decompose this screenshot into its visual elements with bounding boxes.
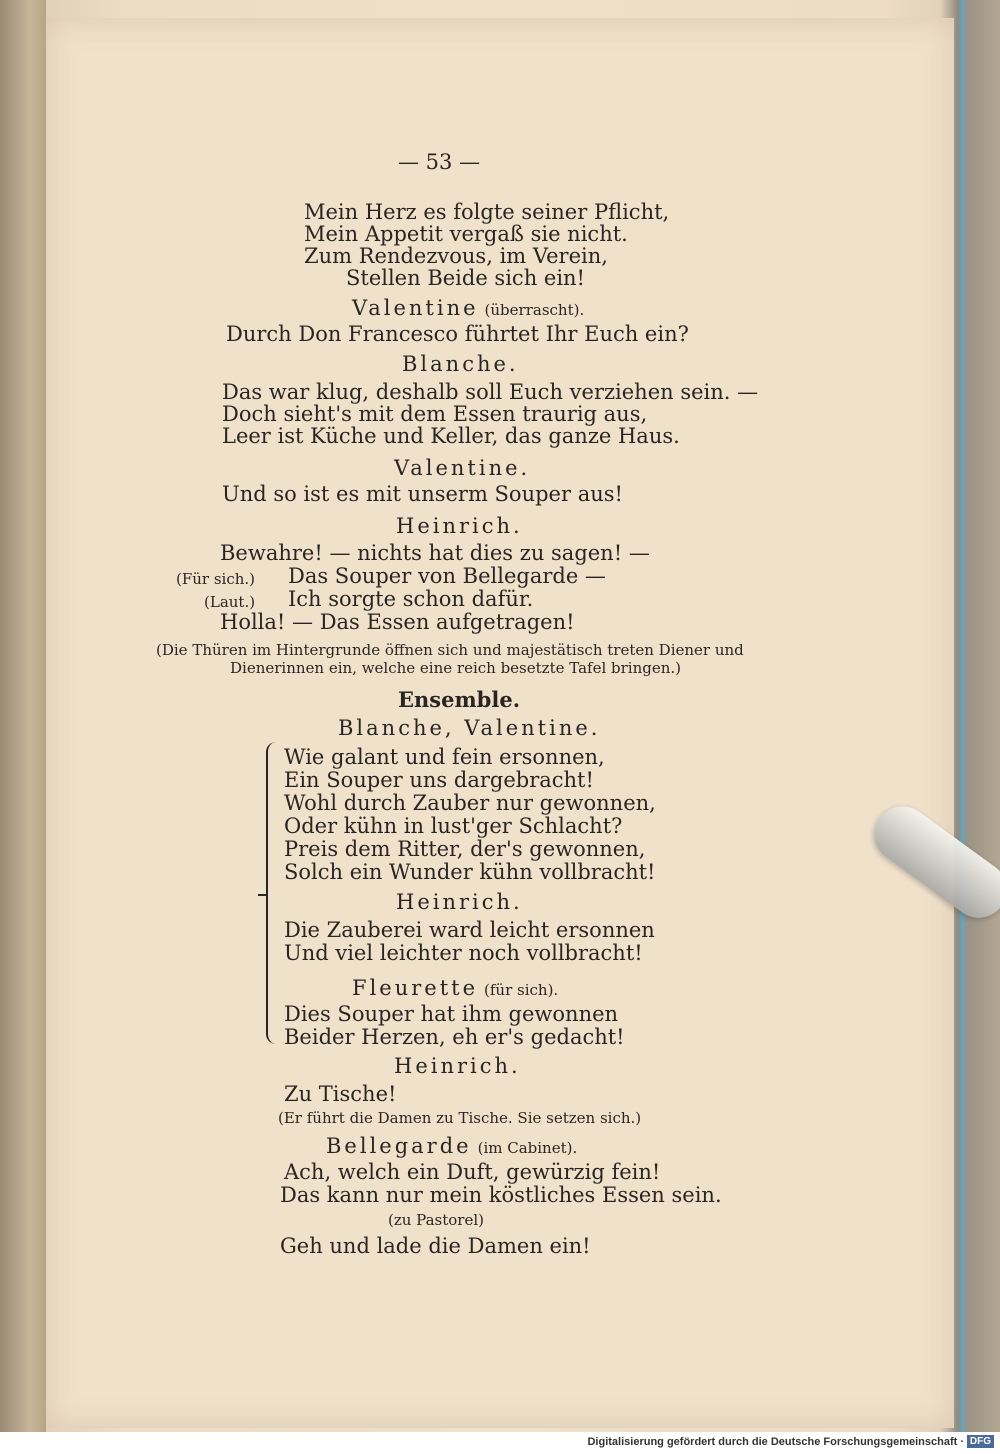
line-text: Durch Don Francesco führtet Ihr Euch ein? [226, 322, 689, 346]
verse-line [222, 380, 758, 404]
line-text: Ensemble. [398, 687, 521, 712]
line-text: Das kann nur mein köstliches Essen sein. [280, 1183, 722, 1207]
verse-line [284, 1082, 396, 1106]
ensemble-brace [266, 742, 282, 1044]
verse-line [284, 860, 656, 884]
line-text: Dies Souper hat ihm gewonnen [284, 1002, 619, 1026]
line-text: Und so ist es mit unserm Souper aus! [222, 482, 623, 506]
verse-line [222, 424, 680, 448]
line-text: Dienerinnen ein, welche eine reich besetzte Tafel bringen.) [230, 659, 682, 677]
verse-line [288, 587, 533, 611]
line-text: Ach, welch ein Duft, gewürzig fein! [284, 1160, 661, 1184]
verse-line [304, 222, 628, 246]
verse-line [284, 1002, 618, 1026]
verse-line [284, 941, 643, 965]
speaker-note: (überrascht). [484, 301, 585, 319]
line-text: Bewahre! — nichts hat dies zu sagen! — [220, 541, 650, 565]
verse-line [220, 541, 650, 565]
line-text: Heinrich. [396, 514, 523, 538]
stage-direction [388, 1208, 484, 1232]
stage-aside: (Für sich.) [176, 570, 256, 588]
line-text: Ein Souper uns dargebracht! [284, 768, 594, 792]
line-text: Stellen Beide sich ein! [346, 266, 585, 290]
line-text: Ich sorgte schon dafür. [288, 587, 534, 611]
stage-direction [278, 1106, 641, 1130]
line-text: Mein Appetit vergaß sie nicht. [304, 222, 628, 246]
line-text: Zum Rendezvous, im Verein, [304, 244, 608, 268]
line-text: Heinrich. [394, 1054, 521, 1078]
stage-aside: (Laut.) [204, 593, 256, 611]
speaker-name [396, 890, 523, 914]
speaker-name [352, 976, 558, 1002]
line-text: Und viel leichter noch vollbracht! [284, 941, 643, 965]
line-text: Fleurette [352, 976, 479, 1000]
line-text: Bellegarde [326, 1134, 472, 1158]
ensemble-brace-tip [258, 894, 268, 896]
line-text: (zu Pastorel) [388, 1211, 484, 1229]
line-text: Blanche. [402, 352, 519, 376]
verse-line [284, 791, 656, 815]
verse-line [280, 1183, 722, 1207]
verse-line [222, 402, 647, 426]
line-text: Beider Herzen, eh er's gedacht! [284, 1025, 625, 1049]
verse-line [284, 768, 594, 792]
verse-line [284, 1160, 660, 1184]
speaker-name [394, 1054, 521, 1078]
line-text: Zu Tische! [284, 1082, 397, 1106]
verse-line [346, 266, 585, 290]
line-text: Valentine [352, 296, 479, 320]
line-text: (Er führt die Damen zu Tische. Sie setzen sich.) [278, 1109, 642, 1127]
verse-line [284, 918, 655, 942]
speaker-name [352, 296, 584, 322]
speaker-name [326, 1134, 577, 1160]
line-text: Heinrich. [396, 890, 523, 914]
speaker-note: (im Cabinet). [477, 1139, 578, 1157]
book-spine [0, 0, 46, 1432]
line-text: Oder kühn in lust'ger Schlacht? [284, 814, 623, 838]
line-text: Solch ein Wunder kühn vollbracht! [284, 860, 656, 884]
verse-line [220, 610, 575, 634]
speaker-note: (für sich). [484, 981, 559, 999]
speaker-name [394, 456, 530, 480]
line-text: Mein Herz es folgte seiner Pflicht, [304, 200, 670, 224]
line-text: Wohl durch Zauber nur gewonnen, [284, 791, 656, 815]
speaker-name [402, 352, 519, 376]
line-text: Das Souper von Bellegarde — [288, 564, 606, 588]
section-heading [398, 688, 520, 712]
line-text: Valentine. [394, 456, 531, 480]
line-text: Doch sieht's mit dem Essen traurig aus, [222, 402, 648, 426]
verse-line [284, 1025, 625, 1049]
dfg-logo: DFG [967, 1435, 994, 1448]
verse-line [288, 564, 606, 588]
footer-bar [0, 1432, 1000, 1454]
verse-line [304, 200, 669, 224]
line-text: Blanche, Valentine. [338, 716, 601, 740]
line-text: Leer ist Küche und Keller, das ganze Haus. [222, 424, 680, 448]
stage-direction [230, 656, 681, 680]
page-number: — 53 — [398, 150, 481, 174]
speaker-name [396, 514, 523, 538]
verse-line [304, 244, 608, 268]
footer-credit: Digitalisierung gefördert durch die Deutsche Forschungsgemeinschaft · [587, 1436, 964, 1448]
line-text: Das war klug, deshalb soll Euch verziehen sein. — [222, 380, 759, 404]
line-text: Geh und lade die Damen ein! [280, 1234, 591, 1258]
verse-line [284, 837, 645, 861]
verse-line [284, 745, 605, 769]
line-text: Wie galant und fein ersonnen, [284, 745, 605, 769]
line-text: Preis dem Ritter, der's gewonnen, [284, 837, 646, 861]
line-text: (Die Thüren im Hintergrunde öffnen sich und majestätisch treten Diener und [156, 641, 744, 659]
line-text: Holla! — Das Essen aufgetragen! [220, 610, 575, 634]
verse-line [280, 1234, 591, 1258]
verse-line [226, 322, 689, 346]
verse-line [222, 482, 623, 506]
line-text: Die Zauberei ward leicht ersonnen [284, 918, 655, 942]
speaker-name [338, 716, 600, 740]
verse-line [284, 814, 622, 838]
